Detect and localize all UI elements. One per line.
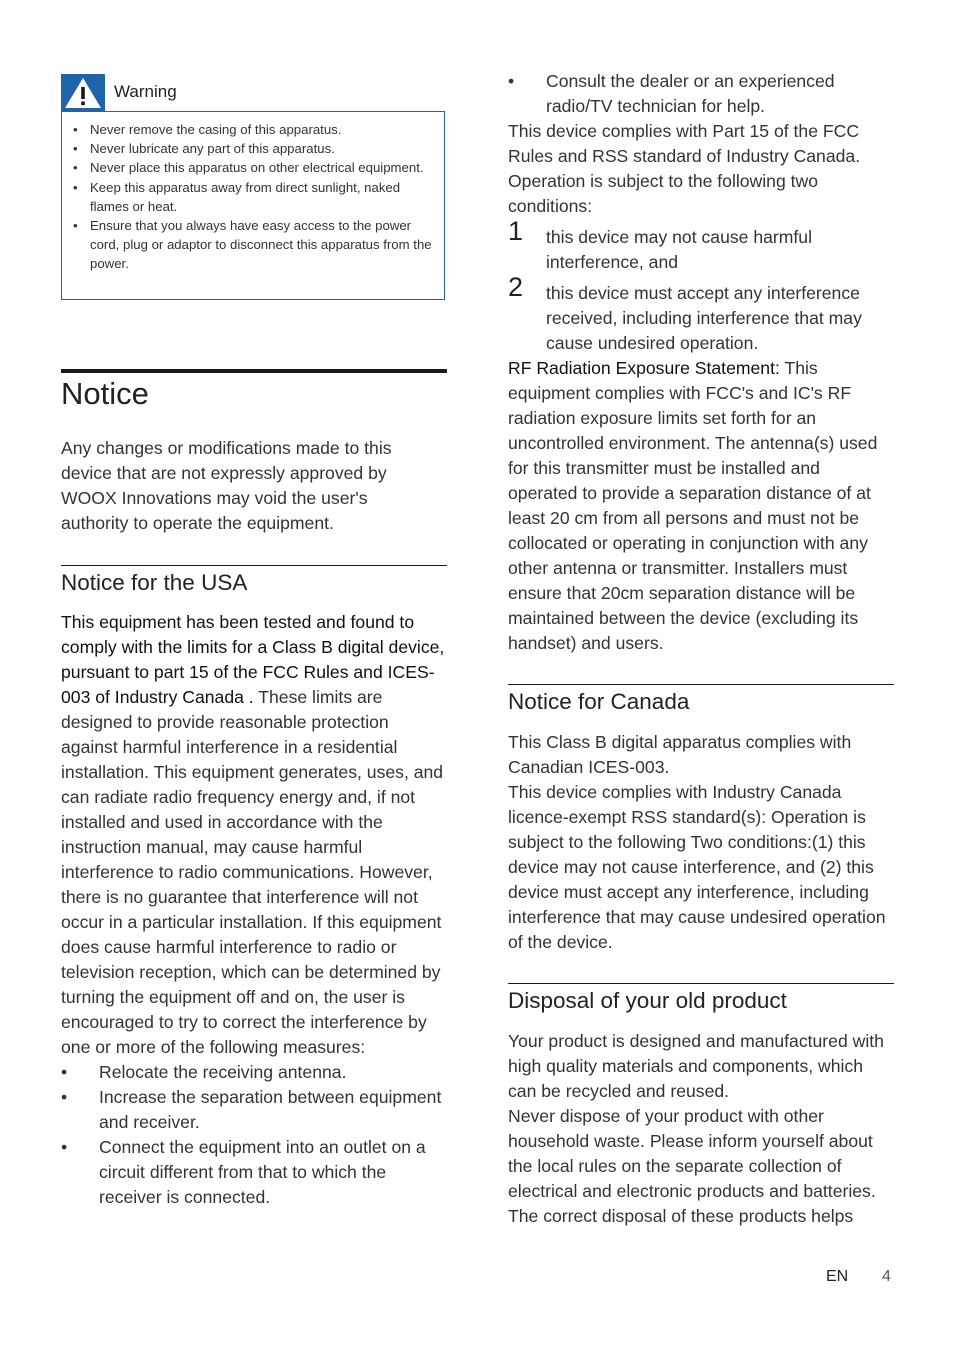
- condition-item: [508, 272, 894, 356]
- warning-item: • Never place this apparatus on other electrical equipment.: [72, 158, 434, 177]
- usa-body-continued: [508, 69, 894, 656]
- canada-body: [508, 730, 894, 955]
- canada-rule: [508, 684, 894, 685]
- usa-rule: [61, 565, 447, 566]
- canada-title: Notice for Canada: [508, 689, 690, 714]
- disposal-p2: Never dispose of your product with other household waste. Please inform yourself about the local rules on the separate collection of electrical and electronic products and batteries. The correct disposal of these products helps: [508, 1106, 876, 1226]
- disposal-body: [508, 1029, 894, 1229]
- condition-number: 2: [508, 272, 524, 302]
- footer-language: EN: [826, 1268, 849, 1285]
- condition-text: this device must accept any interference received, including interference that may cause undesired operation.: [546, 283, 862, 353]
- warning-box: [61, 111, 445, 300]
- warning-item: • Never remove the casing of this apparatus.: [72, 120, 434, 139]
- usa-title: Notice for the USA: [61, 570, 248, 595]
- condition-item: [508, 216, 894, 275]
- warning-item: • Ensure that you always have easy access to the power cord, plug or adaptor to disconnect this apparatus from the power.: [72, 216, 434, 274]
- measure-item: • Connect the equipment into an outlet on a circuit different from that to which the receiver is connected.: [61, 1135, 447, 1210]
- canada-p1: This Class B digital apparatus complies with Canadian ICES-003.: [508, 732, 852, 777]
- usa-lead-text: These limits are designed to provide reasonable protection against harmful interference in a residential installation. This equipment generates, uses, and can radiate radio frequency energy and, if not installed and used in accordance with the instruction manual, may cause harmful interference to radio communications. However, there is no guarantee that interference will not occur in a particular installation. If this equipment does cause harmful interference to radio or television reception, which can be determined by turning the equipment off and on, the user is encouraged to try to correct the interference by one or more of the following measures:: [61, 687, 444, 1057]
- fcc-text: This device complies with Part 15 of the FCC Rules and RSS standard of Industry Canada. Operation is subject to the following two conditions:: [508, 121, 861, 216]
- measure-item: • Consult the dealer or an experienced radio/TV technician for help.: [508, 69, 894, 119]
- notice-title: Notice: [61, 376, 149, 411]
- rf-text: This equipment complies with FCC's and IC's RF radiation exposure limits set forth for an uncontrolled environment. The antenna(s) used for this transmitter must be installed and operated to provide a separation distance of at least 20 cm from all persons and must not be collocated or operating in conjunction with any other antenna or transmitter. Installers must ensure that 20cm separation distance will be maintained between the device (excluding its handset) and users.: [508, 358, 878, 653]
- condition-text: this device may not cause harmful interference, and: [546, 227, 812, 272]
- warning-header: [61, 74, 447, 111]
- measure-item: • Relocate the receiving antenna.: [61, 1060, 447, 1085]
- warning-icon: [61, 74, 105, 111]
- notice-rule: [61, 369, 447, 373]
- warning-item: • Keep this apparatus away from direct sunlight, naked flames or heat.: [72, 178, 434, 216]
- measure-item: • Increase the separation between equipment and receiver.: [61, 1085, 447, 1135]
- usa-body: [61, 610, 447, 1210]
- disposal-title: Disposal of your old product: [508, 988, 787, 1013]
- rf-label: RF Radiation Exposure Statement:: [508, 358, 780, 378]
- warning-item: • Never lubricate any part of this apparatus.: [72, 139, 434, 158]
- disposal-p1: Your product is designed and manufactured with high quality materials and components, which can be recycled and reused.: [508, 1031, 884, 1101]
- notice-body: Any changes or modifications made to this device that are not expressly approved by WOOX Innovations may void the user's authority to operate the equipment.: [61, 438, 392, 533]
- canada-p2: This device complies with Industry Canada licence-exempt RSS standard(s): Operation is subject to the following Two conditions:(1) this device may not cause interference, and (2) this device must accept any interference, including interference that may cause undesired operation of the device.: [508, 782, 886, 952]
- warning-title: Warning: [114, 82, 177, 101]
- condition-number: 1: [508, 216, 524, 246]
- disposal-rule: [508, 983, 894, 984]
- usa-lead-bold: This equipment has been tested and found to comply with the limits for a Class B digital device, pursuant to part 15 of the FCC Rules and ICES-003 of Industry Canada .: [61, 612, 445, 707]
- page-number: 4: [882, 1268, 891, 1285]
